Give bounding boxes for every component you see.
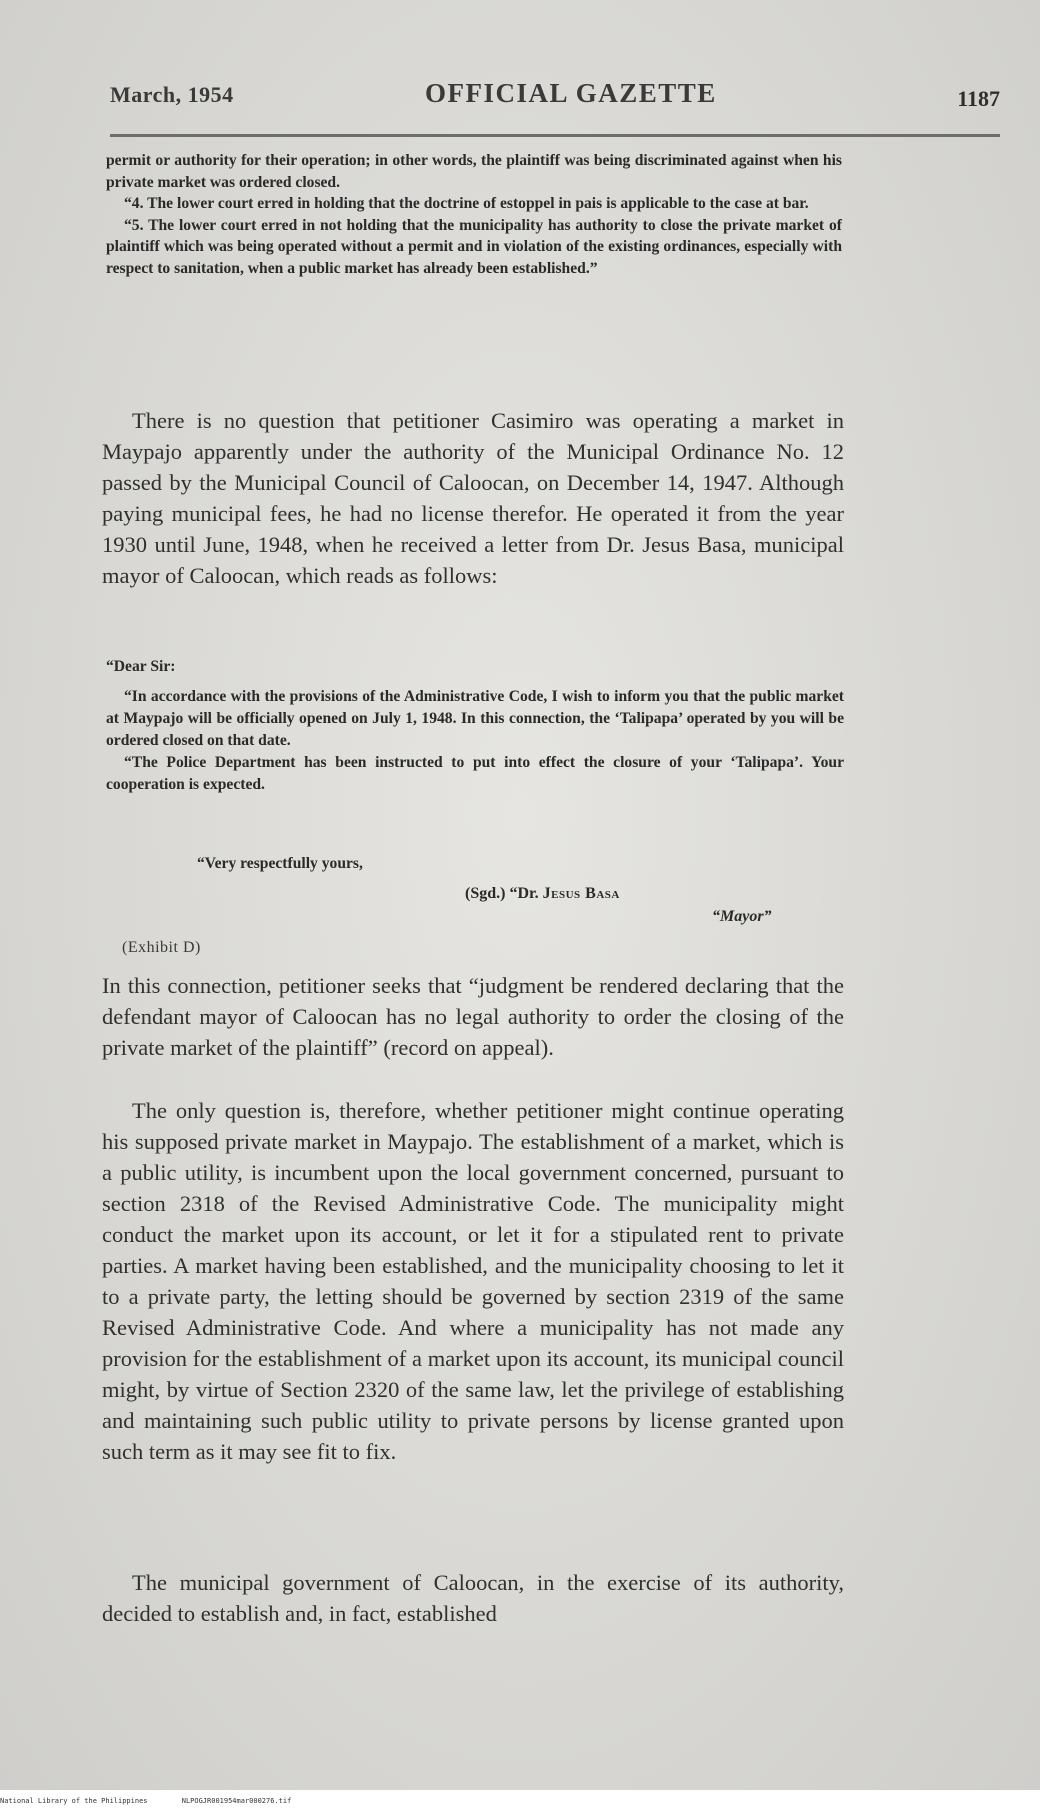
letter-salutation: “Dear Sir: [106, 658, 176, 675]
quoted-error-continuation: permit or authority for their operation; in other words, the plaintiff was being discriminated against when his private market was ordered closed. [106, 152, 842, 191]
header-date: March, 1954 [110, 82, 234, 107]
header-page-number: 1187 [957, 86, 1000, 111]
letter-closing: “Very respectfully yours, [197, 855, 363, 872]
letter-body-1: “In accordance with the provisions of the Administrative Code, I wish to inform you that the public market at Maypajo will be officially opened on July 1, 1948. In this connection, the ‘Talipapa’ operated by you will be ordered closed on that date. [106, 688, 844, 749]
header-rule [110, 134, 1000, 137]
quoted-errors-block [106, 150, 842, 279]
signature-title: “Mayor” [712, 908, 772, 925]
quoted-letter [106, 656, 844, 796]
page-header [110, 78, 1000, 118]
paragraph-3: The only question is, therefore, whether petitioner might continue operating his supposed private market in Maypajo. The establishment of a market, which is a public utility, is incumbent upon the local government concerned, pursuant to section 2318 of the Revised Administrative Code. The municipality might conduct the market upon its account, or let it for a stipulated rent to private parties. A market having been established, and the municipality choosing to let it to a private party, the letting should be governed by section 2319 of the same Revised Administrative Code. And where a municipality has not made any provision for the establishment of a market upon its account, its municipal council might, by virtue of Section 2320 of the same law, let the privilege of establishing and maintaining such public utility to private persons by license granted upon such term as it may see fit to fix. [102, 1098, 844, 1464]
header-publication: OFFICIAL GAZETTE [425, 78, 717, 108]
letter-body-2: “The Police Department has been instructed to put into effect the closure of your ‘Talipapa’. Your cooperation is expected. [106, 754, 844, 793]
scan-footer [0, 1797, 321, 1805]
paragraph-1: There is no question that petitioner Casimiro was operating a market in Maypajo apparently under the authority of the Municipal Ordinance No. 12 passed by the Municipal Council of Caloocan, on December 14, 1947. Although paying municipal fees, he had no license therefor. He operated it from the year 1930 until June, 1948, when he received a letter from Dr. Jesus Basa, municipal mayor of Caloocan, which reads as follows: [102, 408, 844, 588]
signature-prefix: (Sgd.) “Dr. [465, 885, 543, 902]
paragraph-1-block [102, 405, 844, 591]
footer-file: NLPOGJR001954mar000276.tif [181, 1797, 292, 1805]
letter-signature [465, 885, 620, 903]
exhibit-reference: (Exhibit D) [122, 939, 201, 956]
quoted-error-5: “5. The lower court erred in not holding that the municipality has authority to close the private market of plaintiff which was being operated without a permit and in violation of the existing ordinances, especially with respect to sanitation, when a public market has already been established.” [106, 216, 842, 277]
paragraph-2: In this connection, petitioner seeks that “judgment be rendered declaring that the defendant mayor of Caloocan has no legal authority to order the closing of the private market of the plaintiff” (record on appeal). [102, 973, 844, 1060]
quoted-error-4: “4. The lower court erred in holding that the doctrine of estoppel in pais is applicable to the case at bar. [124, 195, 809, 212]
paragraph-2-block [102, 970, 844, 1063]
paragraph-4-block [102, 1567, 844, 1629]
signature-name: Jesus Basa [542, 885, 620, 902]
paragraph-4: The municipal government of Caloocan, in the exercise of its authority, decided to establish and, in fact, established [102, 1570, 844, 1626]
paragraph-3-block [102, 1095, 844, 1467]
footer-library: National Library of the Philippines [0, 1797, 148, 1805]
